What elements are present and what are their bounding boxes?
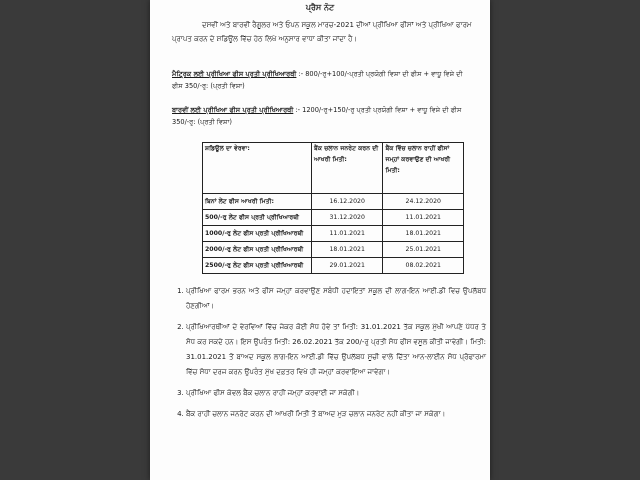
table-cell: 16.12.2020 <box>311 194 383 210</box>
table-cell: 24.12.2020 <box>383 194 464 210</box>
fee-text: :- 800/-ਰੁ+100/-ਪ੍ਰਤੀ ਪ੍ਰਯੋਗੀ ਵਿਸ਼ਾ ਦੀ ਫੀਸ + ਵਾਧੂ ਵਿਸ਼ੇ ਦੀ ਫੀਸ 350/-ਰੁ: (ਪ੍ਰਤੀ ਵਿਸ਼ਾ) <box>172 70 463 90</box>
table-header-row <box>203 143 464 194</box>
table-row <box>203 194 464 210</box>
table-cell: 11.01.2021 <box>311 226 383 242</box>
table-cell: 18.01.2021 <box>383 226 464 242</box>
table-cell: 18.01.2021 <box>311 242 383 258</box>
table-cell: 500/-ਰੁ ਲੇਟ ਫੀਸ ਪ੍ਰਤੀ ਪ੍ਰੀਖਿਆਰਥੀ <box>203 210 312 226</box>
notes-list <box>172 284 486 428</box>
table-cell: 2500/-ਰੁ ਲੇਟ ਫੀਸ ਪ੍ਰਤੀ ਪ੍ਰੀਖਿਆਰਥੀ <box>203 258 312 274</box>
document-page <box>150 0 490 480</box>
table-row <box>203 258 464 274</box>
fee-label: ਮੈਟ੍ਰਿਕ ਲਈ ਪ੍ਰੀਖਿਆ ਫੀਸ ਪ੍ਰਤੀ ਪ੍ਰੀਖਿਆਰਥੀ <box>172 70 297 78</box>
table-cell: 11.01.2021 <box>383 210 464 226</box>
note-item: 3. ਪ੍ਰੀਖਿਆ ਫੀਸ ਕੇਵਲ ਬੈਂਕ ਚਲਾਨ ਰਾਹੀਂ ਜਮ੍ਹਾਂ ਕਰਵਾਈ ਜਾ ਸਕੇਗੀ। <box>186 386 486 401</box>
fee-line-matric <box>172 68 472 92</box>
table-row <box>203 210 464 226</box>
table-row <box>203 242 464 258</box>
table-header: ਬੈਂਕ ਚਲਾਨ ਜਨਰੇਟ ਕਰਨ ਦੀ ਆਖਰੀ ਮਿਤੀ: <box>311 143 383 194</box>
table-cell: 1000/-ਰੁ ਲੇਟ ਫੀਸ ਪ੍ਰਤੀ ਪ੍ਰੀਖਿਆਰਥੀ <box>203 226 312 242</box>
table-cell: 31.12.2020 <box>311 210 383 226</box>
table-cell: ਬਿਨਾਂ ਲੇਟ ਫੀਸ ਆਖਰੀ ਮਿਤੀ: <box>203 194 312 210</box>
table-header: ਸ਼ਡਿਊਲ ਦਾ ਵੇਰਵਾ: <box>203 143 312 194</box>
table-header: ਬੈਂਕ ਵਿੱਚ ਚਲਾਨ ਰਾਹੀਂ ਫੀਸਾਂ ਜਮ੍ਹਾਂ ਕਰਵਾਉਣ ਦੀ ਆਖਰੀ ਮਿਤੀ: <box>383 143 464 194</box>
table-cell: 29.01.2021 <box>311 258 383 274</box>
schedule-table <box>202 142 464 274</box>
table-cell: 08.02.2021 <box>383 258 464 274</box>
note-item: 1. ਪ੍ਰੀਖਿਆ ਫਾਰਮ ਭਰਨ ਅਤੇ ਫੀਸ ਜਮ੍ਹਾਂ ਕਰਵਾਉਣ ਸਬੰਧੀ ਹਦਾਇਤਾਂ ਸਕੂਲ ਦੀ ਲਾਗ-ਇਨ ਆਈ.ਡੀ ਵਿਚ ਉਪਲੱਬਧ ਹੋਣਗੀਆਂ। <box>186 284 486 314</box>
table-cell: 2000/-ਰੁ ਲੇਟ ਫੀਸ ਪ੍ਰਤੀ ਪ੍ਰੀਖਿਆਰਥੀ <box>203 242 312 258</box>
table-row <box>203 226 464 242</box>
note-item: 2. ਪ੍ਰੀਖਿਆਰਥੀਆਂ ਦੇ ਵੇਰਵਿਆਂ ਵਿੱਚ ਜੇਕਰ ਕੋਈ ਸੋਧ ਹੋਵੇ ਤਾਂ ਮਿਤੀ: 31.01.2021 ਤੱਕ ਸਕੂਲ ਮੁੱਖੀ ਆਪਣੇ ਪੱਧਰ ਤੇ ਸੋਧ ਕਰ ਸਕਦੇ ਹਨ। ਇਸ ਉਪਰੰਤ ਮਿਤੀ: 26.02.2021 ਤੱਕ 200/-ਰੁ ਪ੍ਰਤੀ ਸੋਧ ਫੀਸ ਵਸੂਲ ਕੀਤੀ ਜਾਵੇਗੀ। ਮਿਤੀ: 31.01.2021 ਤੋਂ ਬਾਅਦ ਸਕੂਲ ਲਾਗ-ਇਨ ਆਈ.ਡੀ ਵਿੱਚ ਉਪਲੱਬਧ ਸੂਚੀ ਵਾਲੇ ਦਿੱਤਾ ਆਨ-ਲਾਈਨ ਸੋਧ ਪ੍ਰੋਫਾਰਮਾ ਵਿੱਚ ਸੋਧਾ ਦਰਜ ਕਰਨ ਉਪਰੰਤ ਮੁੱਖ ਦਫ਼ਤਰ ਵਿਖੇ ਹੀ ਜਮ੍ਹਾਂ ਕਰਵਾਇਆ ਜਾਵੇਗਾ। <box>186 320 486 380</box>
page-title: ਪ੍ਰੈਸ ਨੋਟ <box>305 3 335 12</box>
fee-line-senior <box>172 104 472 128</box>
fee-label: ਬਾਰਵੀਂ ਲਈ ਪ੍ਰੀਖਿਆ ਫੀਸ ਪ੍ਰਤੀ ਪ੍ਰੀਖਿਆਰਥੀ <box>172 106 294 114</box>
fee-text: :- 1200/-ਰੁ+150/-ਰੁ ਪ੍ਰਤੀ ਪ੍ਰਯੋਗੀ ਵਿਸ਼ਾ + ਵਾਧੂ ਵਿਸ਼ੇ ਦੀ ਫੀਸ 350/-ਰੁ: (ਪ੍ਰਤੀ ਵਿਸ਼ਾ) <box>172 106 462 126</box>
note-item: 4. ਬੈਂਕ ਰਾਹੀਂ ਚਲਾਨ ਜਨਰੇਟ ਕਰਨ ਦੀ ਆਖਰੀ ਮਿਤੀ ਤੋਂ ਬਾਅਦ ਮੁੜ ਚਲਾਨ ਜਨਰੇਟ ਨਹੀਂ ਕੀਤਾ ਜਾ ਸਕੇਗਾ। <box>186 407 486 422</box>
intro-paragraph: ਦਸਵੀਂ ਅਤੇ ਬਾਰਵੀਂ ਰੈਗੂਲਰ ਅਤੇ ਓਪਨ ਸਕੂਲ ਮਾਰਚ-2021 ਦੀਆਂ ਪ੍ਰੀਖਿਆ ਫੀਸਾਂ ਅਤੇ ਪ੍ਰੀਖਿਆ ਫਾਰਮ ਪ੍ਰਾਪਤ ਕਰਨ ਦੇ ਸ਼ਡਿਊਲ ਵਿੱਚ ਹੇਠ ਲਿਖੇ ਅਨੁਸਾਰ ਵਾਧਾ ਕੀਤਾ ਜਾਂਦਾ ਹੈ। <box>172 21 472 43</box>
table-cell: 25.01.2021 <box>383 242 464 258</box>
